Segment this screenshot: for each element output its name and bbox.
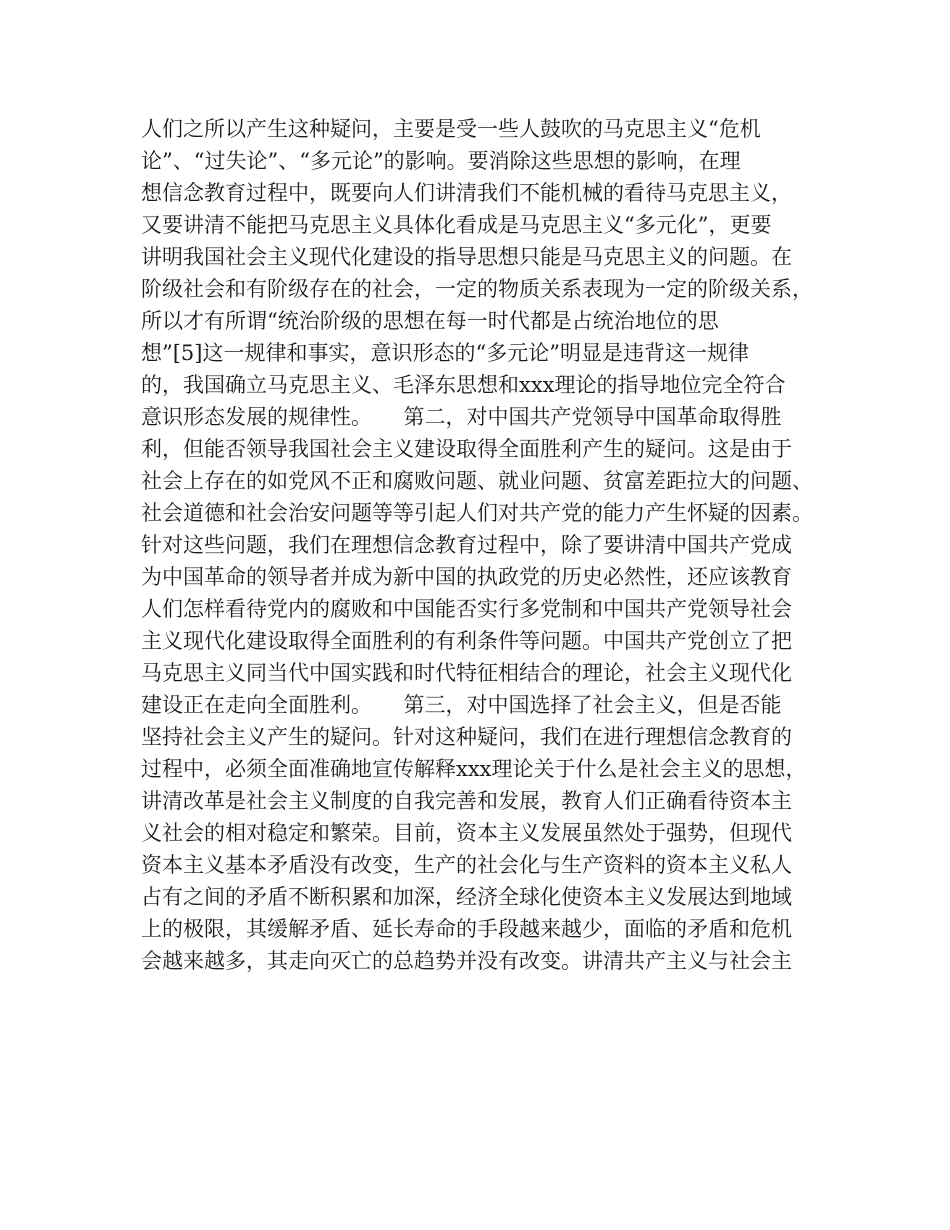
text-line-21: 过程中，必须全面准确地宣传解释xxx理论关于什么是社会主义的思想， [141, 757, 807, 781]
text-line-5: 讲明我国社会主义现代化建设的指导思想只能是马克思主义的问题。在 [141, 245, 792, 269]
text-line-8: 想”[5]这一规律和事实，意识形态的“多元论”明显是违背这一规律 [141, 341, 749, 365]
text-line-24: 资本主义基本矛盾没有改变，生产的社会化与生产资料的资本主义私人 [141, 853, 792, 877]
text-line-1: 人们之所以产生这种疑问，主要是受一些人鼓吹的马克思主义“危机 [141, 117, 761, 141]
text-line-19: 建设正在走向全面胜利。 第三，对中国选择了社会主义，但是否能 [141, 693, 782, 717]
text-line-16: 人们怎样看待党内的腐败和中国能否实行多党制和中国共产党领导社会 [141, 597, 792, 621]
text-line-26: 上的极限，其缓解矛盾、延长寿命的手段越来越少，面临的矛盾和危机 [141, 917, 792, 941]
text-line-11: 利，但能否领导我国社会主义建设取得全面胜利产生的疑问。这是由于 [141, 437, 792, 461]
text-line-22: 讲清改革是社会主义制度的自我完善和发展，教育人们正确看待资本主 [141, 789, 792, 813]
text-line-9: 的，我国确立马克思主义、毛泽东思想和xxx理论的指导地位完全符合 [141, 373, 786, 397]
text-line-27: 会越来越多，其走向灭亡的总趋势并没有改变。讲清共产主义与社会主 [141, 949, 792, 973]
body-paragraph [141, 113, 831, 977]
text-line-25: 占有之间的矛盾不断积累和加深，经济全球化使资本主义发展达到地域 [141, 885, 792, 909]
text-line-20: 坚持社会主义产生的疑问。针对这种疑问，我们在进行理想信念教育的 [141, 725, 792, 749]
text-line-15: 为中国革命的领导者并成为新中国的执政党的历史必然性，还应该教育 [141, 565, 792, 589]
text-line-17: 主义现代化建设取得全面胜利的有利条件等问题。中国共产党创立了把 [141, 629, 792, 653]
text-line-10: 意识形态发展的规律性。 第二，对中国共产党领导中国革命取得胜 [141, 405, 782, 429]
text-line-12: 社会上存在的如党风不正和腐败问题、就业问题、贫富差距拉大的问题、 [141, 469, 813, 493]
text-line-23: 义社会的相对稳定和繁荣。目前，资本主义发展虽然处于强势，但现代 [141, 821, 792, 845]
text-line-13: 社会道德和社会治安问题等等引起人们对共产党的能力产生怀疑的因素。 [141, 501, 813, 525]
text-line-6: 阶级社会和有阶级存在的社会，一定的物质关系表现为一定的阶级关系， [141, 277, 813, 301]
text-line-18: 马克思主义同当代中国实践和时代特征相结合的理论，社会主义现代化 [141, 661, 792, 685]
text-line-7: 所以才有所谓“统治阶级的思想在每一时代都是占统治地位的思 [141, 309, 719, 333]
text-line-4: 又要讲清不能把马克思主义具体化看成是马克思主义“多元化”，更要 [141, 213, 772, 237]
text-line-14: 针对这些问题，我们在理想信念教育过程中，除了要讲清中国共产党成 [141, 533, 792, 557]
text-line-2: 论”、“过失论”、“多元论”的影响。要消除这些思想的影响，在理 [141, 149, 741, 173]
text-line-3: 想信念教育过程中，既要向人们讲清我们不能机械的看待马克思主义， [141, 181, 792, 205]
